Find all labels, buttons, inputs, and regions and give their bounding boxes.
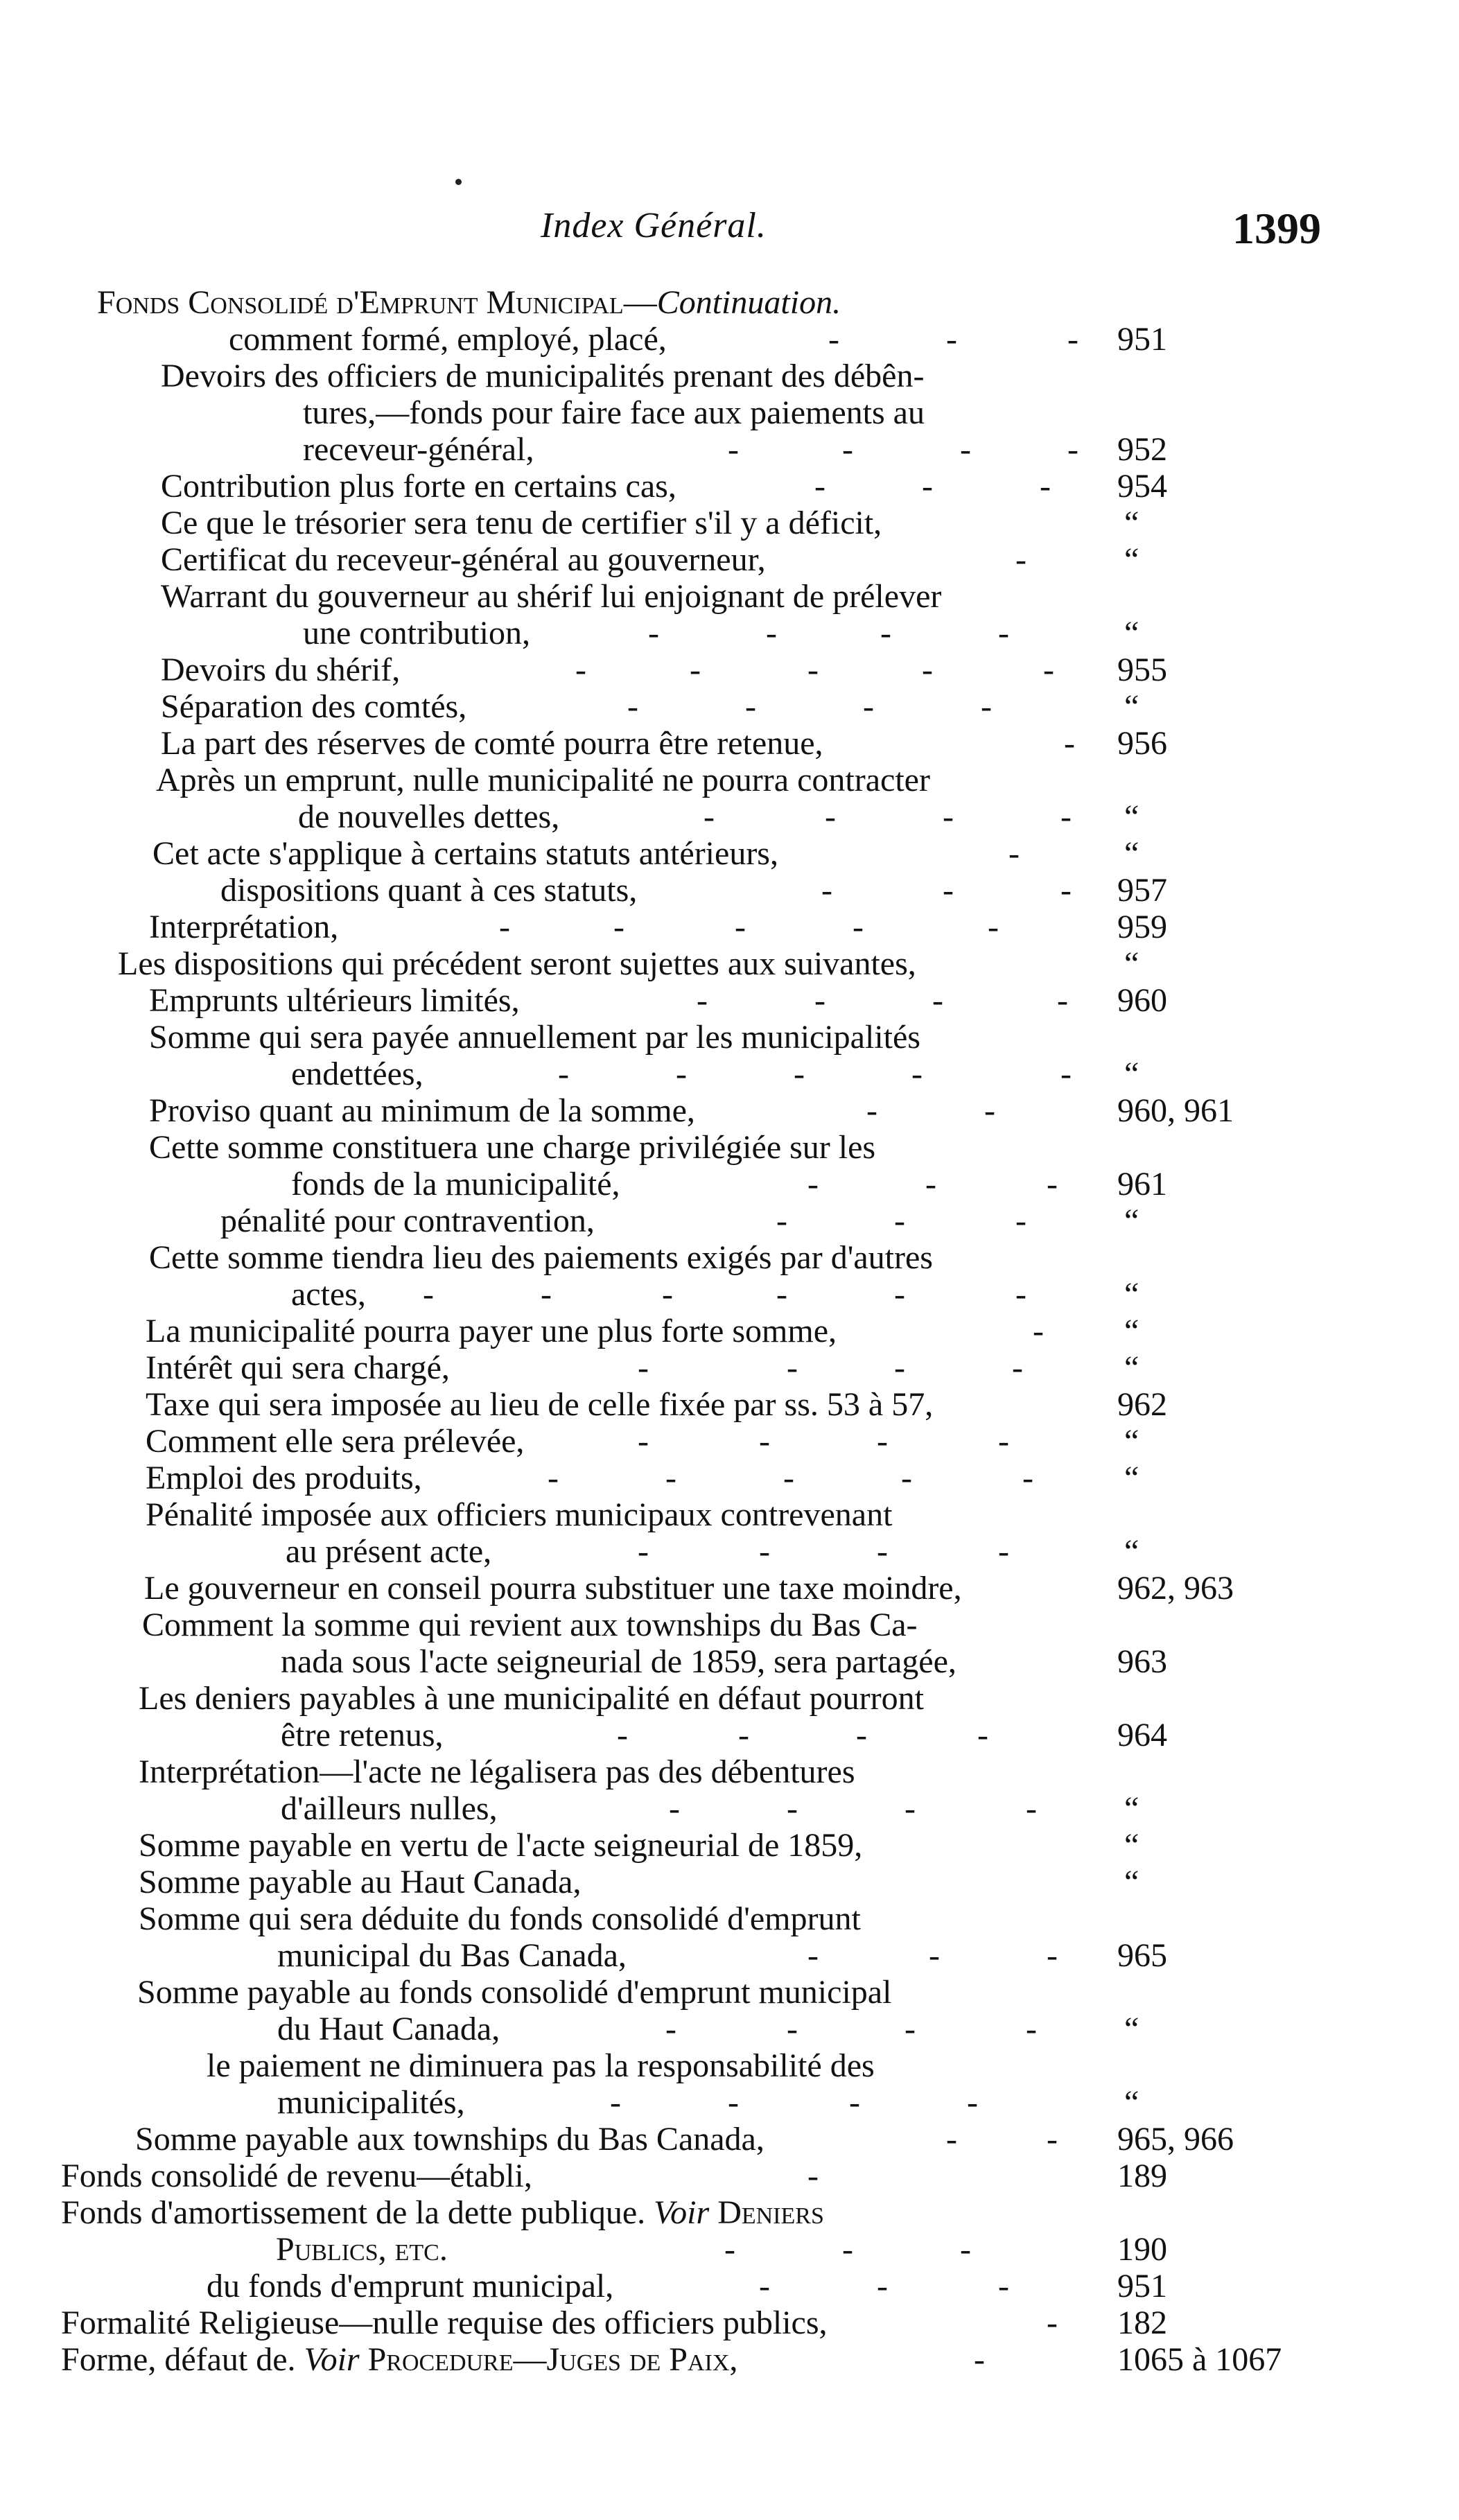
index-entry — [0, 1717, 1459, 1753]
page-reference: 960, 961 — [1117, 1092, 1234, 1129]
entry-text: être retenus, — [281, 1717, 444, 1753]
leader-dash: - — [638, 1349, 649, 1386]
leader-dash: - — [856, 1717, 867, 1753]
index-entry — [0, 1239, 1459, 1276]
entry-text: Fonds d'amortissement de la dette publique. Voir Deniers — [61, 2194, 824, 2231]
index-entry — [0, 1423, 1459, 1460]
index-entry — [0, 541, 1459, 578]
leader-dash: - — [842, 2231, 853, 2268]
entry-text: Somme qui sera déduite du fonds consolidé d'emprunt — [139, 1900, 861, 1937]
leader-dash: - — [690, 651, 701, 688]
index-entry — [0, 1166, 1459, 1202]
entry-text: Somme payable en vertu de l'acte seigneurial de 1859, — [139, 1827, 863, 1864]
index-entry — [0, 909, 1459, 945]
leader-dash: - — [807, 1166, 819, 1202]
entry-text: le paiement ne diminuera pas la responsabilité des — [207, 2047, 875, 2084]
leader-dash: - — [1060, 1056, 1072, 1092]
leader-dash: - — [669, 1790, 680, 1827]
page-reference: “ — [1124, 1349, 1139, 1386]
page-reference: “ — [1124, 835, 1139, 872]
index-entry — [0, 1019, 1459, 1056]
leader-dash: - — [648, 615, 659, 651]
index-entry — [0, 1680, 1459, 1717]
index-entry — [0, 1496, 1459, 1533]
leader-dash: - — [1043, 651, 1054, 688]
leader-dash: - — [842, 431, 853, 468]
leader-dash: - — [1047, 2121, 1058, 2158]
index-entry — [0, 1643, 1459, 1680]
index-entry — [0, 2158, 1459, 2194]
index-entry — [0, 872, 1459, 909]
entry-text: Formalité Religieuse—nulle requise des officiers publics, — [61, 2304, 828, 2341]
leader-dash: - — [1067, 321, 1078, 358]
leader-dash: - — [981, 688, 992, 725]
entry-text: de nouvelles dettes, — [298, 798, 560, 835]
leader-dash: - — [925, 1166, 936, 1202]
index-entry — [0, 688, 1459, 725]
leader-dash: - — [880, 615, 891, 651]
page-reference: “ — [1124, 945, 1139, 982]
leader-dash: - — [1047, 1937, 1058, 1974]
leader-dash: - — [807, 2158, 819, 2194]
leader-dash: - — [1022, 1460, 1033, 1496]
leader-dash: - — [853, 909, 864, 945]
leader-dash: - — [575, 651, 586, 688]
leader-dash: - — [548, 1460, 559, 1496]
page-reference: 959 — [1117, 909, 1167, 945]
leader-dash: - — [967, 2084, 978, 2121]
leader-dash: - — [894, 1349, 905, 1386]
index-entry — [0, 1864, 1459, 1900]
leader-dash: - — [998, 2268, 1009, 2304]
page-reference: 190 — [1117, 2231, 1167, 2268]
entry-text: du fonds d'emprunt municipal, — [207, 2268, 614, 2304]
page-reference: 955 — [1117, 651, 1167, 688]
cross-reference-voir: Voir — [295, 2341, 368, 2378]
leader-dash: - — [894, 1276, 905, 1313]
page-reference: “ — [1124, 615, 1139, 651]
page-reference: 182 — [1117, 2304, 1167, 2341]
index-entry — [0, 1570, 1459, 1607]
leader-dash: - — [1008, 835, 1020, 872]
page-mark — [455, 179, 462, 185]
page-reference: 962, 963 — [1117, 1570, 1234, 1607]
index-entry — [0, 1460, 1459, 1496]
leader-dash: - — [776, 1202, 787, 1239]
entry-text: Interprétation—l'acte ne légalisera pas des débentures — [139, 1753, 855, 1790]
entry-text: Forme, défaut de. Voir Procedure—Juges de Paix, — [61, 2341, 738, 2378]
index-entry — [0, 394, 1459, 431]
page-reference: 952 — [1117, 431, 1167, 468]
entry-text: Cet acte s'applique à certains statuts antérieurs, — [152, 835, 778, 872]
leader-dash: - — [960, 431, 971, 468]
index-entry — [0, 651, 1459, 688]
leader-dash: - — [1015, 1276, 1026, 1313]
page-reference: “ — [1124, 1460, 1139, 1496]
index-entry — [0, 468, 1459, 505]
leader-dash: - — [1026, 1790, 1037, 1827]
leader-dash: - — [759, 2268, 770, 2304]
leader-dash: - — [1012, 1349, 1023, 1386]
leader-dash: - — [787, 2011, 798, 2047]
leader-dash: - — [676, 1056, 687, 1092]
index-entry — [0, 578, 1459, 615]
page-reference: 962 — [1117, 1386, 1167, 1423]
leader-dash: - — [960, 2231, 971, 2268]
page-reference: “ — [1124, 2084, 1139, 2121]
page-reference: 954 — [1117, 468, 1167, 505]
page-reference: “ — [1124, 1056, 1139, 1092]
leader-dash: - — [766, 615, 777, 651]
index-entry — [0, 1386, 1459, 1423]
entry-text: Taxe qui sera imposée au lieu de celle fixée par ss. 53 à 57, — [146, 1386, 934, 1423]
entry-text: Certificat du receveur-général au gouverneur, — [161, 541, 766, 578]
page-reference: “ — [1124, 1423, 1139, 1460]
leader-dash: - — [759, 1423, 770, 1460]
entry-text: Warrant du gouverneur au shérif lui enjoignant de prélever — [161, 578, 942, 615]
index-entry — [0, 1533, 1459, 1570]
leader-dash: - — [922, 468, 933, 505]
index-entry — [0, 358, 1459, 394]
index-entry — [0, 1753, 1459, 1790]
leader-dash: - — [946, 2121, 957, 2158]
page-reference: “ — [1124, 505, 1139, 541]
leader-dash: - — [901, 1460, 912, 1496]
entry-text: Somme payable au Haut Canada, — [139, 1864, 582, 1900]
entry-text: endettées, — [291, 1056, 423, 1092]
leader-dash: - — [724, 2231, 735, 2268]
page-reference: 965, 966 — [1117, 2121, 1234, 2158]
leader-dash: - — [697, 982, 708, 1019]
page-reference: 957 — [1117, 872, 1167, 909]
page-reference: “ — [1124, 2011, 1139, 2047]
entry-text: Intérêt qui sera chargé, — [146, 1349, 450, 1386]
leader-dash: - — [499, 909, 510, 945]
entry-text: Comment la somme qui revient aux townships du Bas Ca- — [142, 1607, 918, 1643]
page-reference: 956 — [1117, 725, 1167, 762]
entry-text: dispositions quant à ces statuts, — [220, 872, 638, 909]
entry-text: tures,—fonds pour faire face aux paiements au — [303, 394, 925, 431]
page-reference: “ — [1124, 1276, 1139, 1313]
leader-dash: - — [627, 688, 638, 725]
leader-dash: - — [988, 909, 999, 945]
leader-dash: - — [613, 909, 624, 945]
leader-dash: - — [423, 1276, 434, 1313]
index-entry — [0, 2194, 1459, 2231]
leader-dash: - — [911, 1056, 923, 1092]
page-reference: “ — [1124, 1313, 1139, 1349]
entry-text: Interprétation, — [149, 909, 339, 945]
cross-reference-voir: Voir — [645, 2194, 718, 2231]
entry-text: fonds de la municipalité, — [291, 1166, 620, 1202]
leader-dash: - — [905, 2011, 916, 2047]
page-number: 1399 — [1232, 204, 1321, 253]
leader-dash: - — [662, 1276, 673, 1313]
cross-reference-target: Procedure—Juges de Paix, — [367, 2341, 738, 2378]
index-entry — [0, 2121, 1459, 2158]
entry-text: Cette somme constituera une charge privilégiée sur les — [149, 1129, 876, 1166]
page-reference: “ — [1124, 688, 1139, 725]
entry-text: Comment elle sera prélevée, — [146, 1423, 525, 1460]
index-entry — [0, 431, 1459, 468]
leader-dash: - — [759, 1533, 770, 1570]
entry-text: Cette somme tiendra lieu des paiements exigés par d'autres — [149, 1239, 933, 1276]
leader-dash: - — [638, 1533, 649, 1570]
index-entry — [0, 1202, 1459, 1239]
leader-dash: - — [807, 651, 819, 688]
leader-dash: - — [745, 688, 756, 725]
leader-dash: - — [825, 798, 836, 835]
leader-dash: - — [1060, 872, 1072, 909]
page-reference: 189 — [1117, 2158, 1167, 2194]
page-reference: “ — [1124, 1790, 1139, 1827]
index-entry — [0, 2047, 1459, 2084]
index-entry — [0, 2304, 1459, 2341]
leader-dash: - — [828, 321, 839, 358]
entry-text: Devoirs des officiers de municipalités prenant des débên- — [161, 358, 925, 394]
leader-dash: - — [814, 982, 825, 1019]
page-reference: 963 — [1117, 1643, 1167, 1680]
index-entry — [0, 321, 1459, 358]
entry-text: Ce que le trésorier sera tenu de certifier s'il y a déficit, — [161, 505, 882, 541]
entry-text: Somme payable au fonds consolidé d'emprunt municipal — [137, 1974, 892, 2011]
leader-dash: - — [943, 872, 954, 909]
leader-dash: - — [1033, 1313, 1044, 1349]
leader-dash: - — [558, 1056, 569, 1092]
leader-dash: - — [610, 2084, 621, 2121]
index-entry — [0, 945, 1459, 982]
leader-dash: - — [1026, 2011, 1037, 2047]
leader-dash: - — [541, 1276, 552, 1313]
page-reference: 964 — [1117, 1717, 1167, 1753]
entry-text: La municipalité pourra payer une plus forte somme, — [146, 1313, 837, 1349]
leader-dash: - — [787, 1349, 798, 1386]
leader-dash: - — [929, 1937, 940, 1974]
entry-text: Somme payable aux townships du Bas Canada, — [135, 2121, 765, 2158]
leader-dash: - — [814, 468, 825, 505]
running-title: Index Général. — [541, 206, 767, 245]
page-reference: 960 — [1117, 982, 1167, 1019]
entry-text: Séparation des comtés, — [161, 688, 467, 725]
leader-dash: - — [1057, 982, 1068, 1019]
leader-dash: - — [877, 2268, 888, 2304]
entry-text: Le gouverneur en conseil pourra substituer une taxe moindre, — [144, 1570, 962, 1607]
leader-dash: - — [974, 2341, 985, 2378]
index-entry — [0, 798, 1459, 835]
index-entry — [0, 725, 1459, 762]
leader-dash: - — [863, 688, 874, 725]
leader-dash: - — [665, 1460, 676, 1496]
section-heading — [0, 284, 1459, 321]
leader-dash: - — [932, 982, 943, 1019]
entry-text: nada sous l'acte seigneurial de 1859, sera partagée, — [281, 1643, 956, 1680]
entry-text: Proviso quant au minimum de la somme, — [149, 1092, 695, 1129]
leader-dash: - — [617, 1717, 628, 1753]
index-entry — [0, 982, 1459, 1019]
page-reference: “ — [1124, 1864, 1139, 1900]
entry-text: Les deniers payables à une municipalité en défaut pourront — [139, 1680, 924, 1717]
leader-dash: - — [905, 1790, 916, 1827]
index-entries — [0, 284, 1459, 2378]
entry-text: au présent acte, — [286, 1533, 492, 1570]
index-entry — [0, 1349, 1459, 1386]
index-entry — [0, 2231, 1459, 2268]
entry-text: municipal du Bas Canada, — [277, 1937, 627, 1974]
leader-dash: - — [922, 651, 933, 688]
leader-dash: - — [1060, 798, 1072, 835]
page-reference: “ — [1124, 1533, 1139, 1570]
cross-reference-target: Deniers — [717, 2194, 824, 2231]
leader-dash: - — [977, 1717, 988, 1753]
leader-dash: - — [783, 1460, 794, 1496]
index-entry — [0, 1827, 1459, 1864]
leader-dash: - — [787, 1790, 798, 1827]
heading-continuation: Continuation. — [656, 284, 841, 321]
entry-text: Contribution plus forte en certains cas, — [161, 468, 676, 505]
leader-dash: - — [1047, 2304, 1058, 2341]
leader-dash: - — [1064, 725, 1075, 762]
leader-dash: - — [998, 1533, 1009, 1570]
leader-dash: - — [821, 872, 832, 909]
heading-title: Fonds Consolidé d'Emprunt Municipal— — [97, 284, 657, 321]
leader-dash: - — [738, 1717, 749, 1753]
entry-text: comment formé, employé, placé, — [229, 321, 667, 358]
entry-text: une contribution, — [303, 615, 530, 651]
entry-text: municipalités, — [277, 2084, 465, 2121]
index-entry — [0, 762, 1459, 798]
page-reference: 961 — [1117, 1166, 1167, 1202]
page-reference: 1065 à 1067 — [1117, 2341, 1282, 2378]
entry-text: actes, — [291, 1276, 366, 1313]
index-entry — [0, 1313, 1459, 1349]
leader-dash: - — [946, 321, 957, 358]
leader-dash: - — [1040, 468, 1051, 505]
index-entry — [0, 1790, 1459, 1827]
index-entry — [0, 1092, 1459, 1129]
page-reference: 965 — [1117, 1937, 1167, 1974]
leader-dash: - — [794, 1056, 805, 1092]
index-entry — [0, 2084, 1459, 2121]
entry-text: d'ailleurs nulles, — [281, 1790, 498, 1827]
leader-dash: - — [1015, 541, 1026, 578]
leader-dash: - — [894, 1202, 905, 1239]
leader-dash: - — [776, 1276, 787, 1313]
leader-dash: - — [638, 1423, 649, 1460]
page-reference: 951 — [1117, 2268, 1167, 2304]
page-reference: “ — [1124, 798, 1139, 835]
leader-dash: - — [849, 2084, 860, 2121]
entry-text: Emprunts ultérieurs limités, — [149, 982, 520, 1019]
page-reference: “ — [1124, 1202, 1139, 1239]
leader-dash: - — [998, 615, 1009, 651]
leader-dash: - — [1047, 1166, 1058, 1202]
index-entry — [0, 1129, 1459, 1166]
leader-dash: - — [943, 798, 954, 835]
index-entry — [0, 505, 1459, 541]
index-entry — [0, 1974, 1459, 2011]
leader-dash: - — [984, 1092, 995, 1129]
page-reference: 951 — [1117, 321, 1167, 358]
entry-text: Après un emprunt, nulle municipalité ne pourra contracter — [156, 762, 930, 798]
entry-text: Devoirs du shérif, — [161, 651, 401, 688]
entry-text: du Haut Canada, — [277, 2011, 500, 2047]
entry-text: pénalité pour contravention, — [220, 1202, 595, 1239]
leader-dash: - — [728, 2084, 739, 2121]
leader-dash: - — [735, 909, 746, 945]
entry-text: Emploi des produits, — [146, 1460, 422, 1496]
index-entry — [0, 1056, 1459, 1092]
entry-text: Les dispositions qui précédent seront sujettes aux suivantes, — [118, 945, 916, 982]
entry-text: Pénalité imposée aux officiers municipaux contrevenant — [146, 1496, 893, 1533]
leader-dash: - — [665, 2011, 676, 2047]
index-entry — [0, 615, 1459, 651]
page-reference: “ — [1124, 541, 1139, 578]
leader-dash: - — [1067, 431, 1078, 468]
index-entry — [0, 835, 1459, 872]
index-entry — [0, 2011, 1459, 2047]
entry-text: Publics, etc. — [276, 2231, 448, 2268]
leader-dash: - — [998, 1423, 1009, 1460]
leader-dash: - — [866, 1092, 877, 1129]
entry-text: Fonds consolidé de revenu—établi, — [61, 2158, 532, 2194]
entry-text: Somme qui sera payée annuellement par les municipalités — [149, 1019, 920, 1056]
index-entry — [0, 1607, 1459, 1643]
index-entry — [0, 2341, 1459, 2378]
entry-text: La part des réserves de comté pourra être retenue, — [161, 725, 823, 762]
leader-dash: - — [1015, 1202, 1026, 1239]
index-entry — [0, 1276, 1459, 1313]
leader-dash: - — [807, 1937, 819, 1974]
index-entry — [0, 2268, 1459, 2304]
page-reference: “ — [1124, 1827, 1139, 1864]
index-entry — [0, 1937, 1459, 1974]
entry-text: receveur-général, — [303, 431, 534, 468]
leader-dash: - — [877, 1423, 888, 1460]
leader-dash: - — [728, 431, 739, 468]
leader-dash: - — [704, 798, 715, 835]
index-entry — [0, 1900, 1459, 1937]
entry-list — [0, 321, 1459, 2378]
leader-dash: - — [877, 1533, 888, 1570]
